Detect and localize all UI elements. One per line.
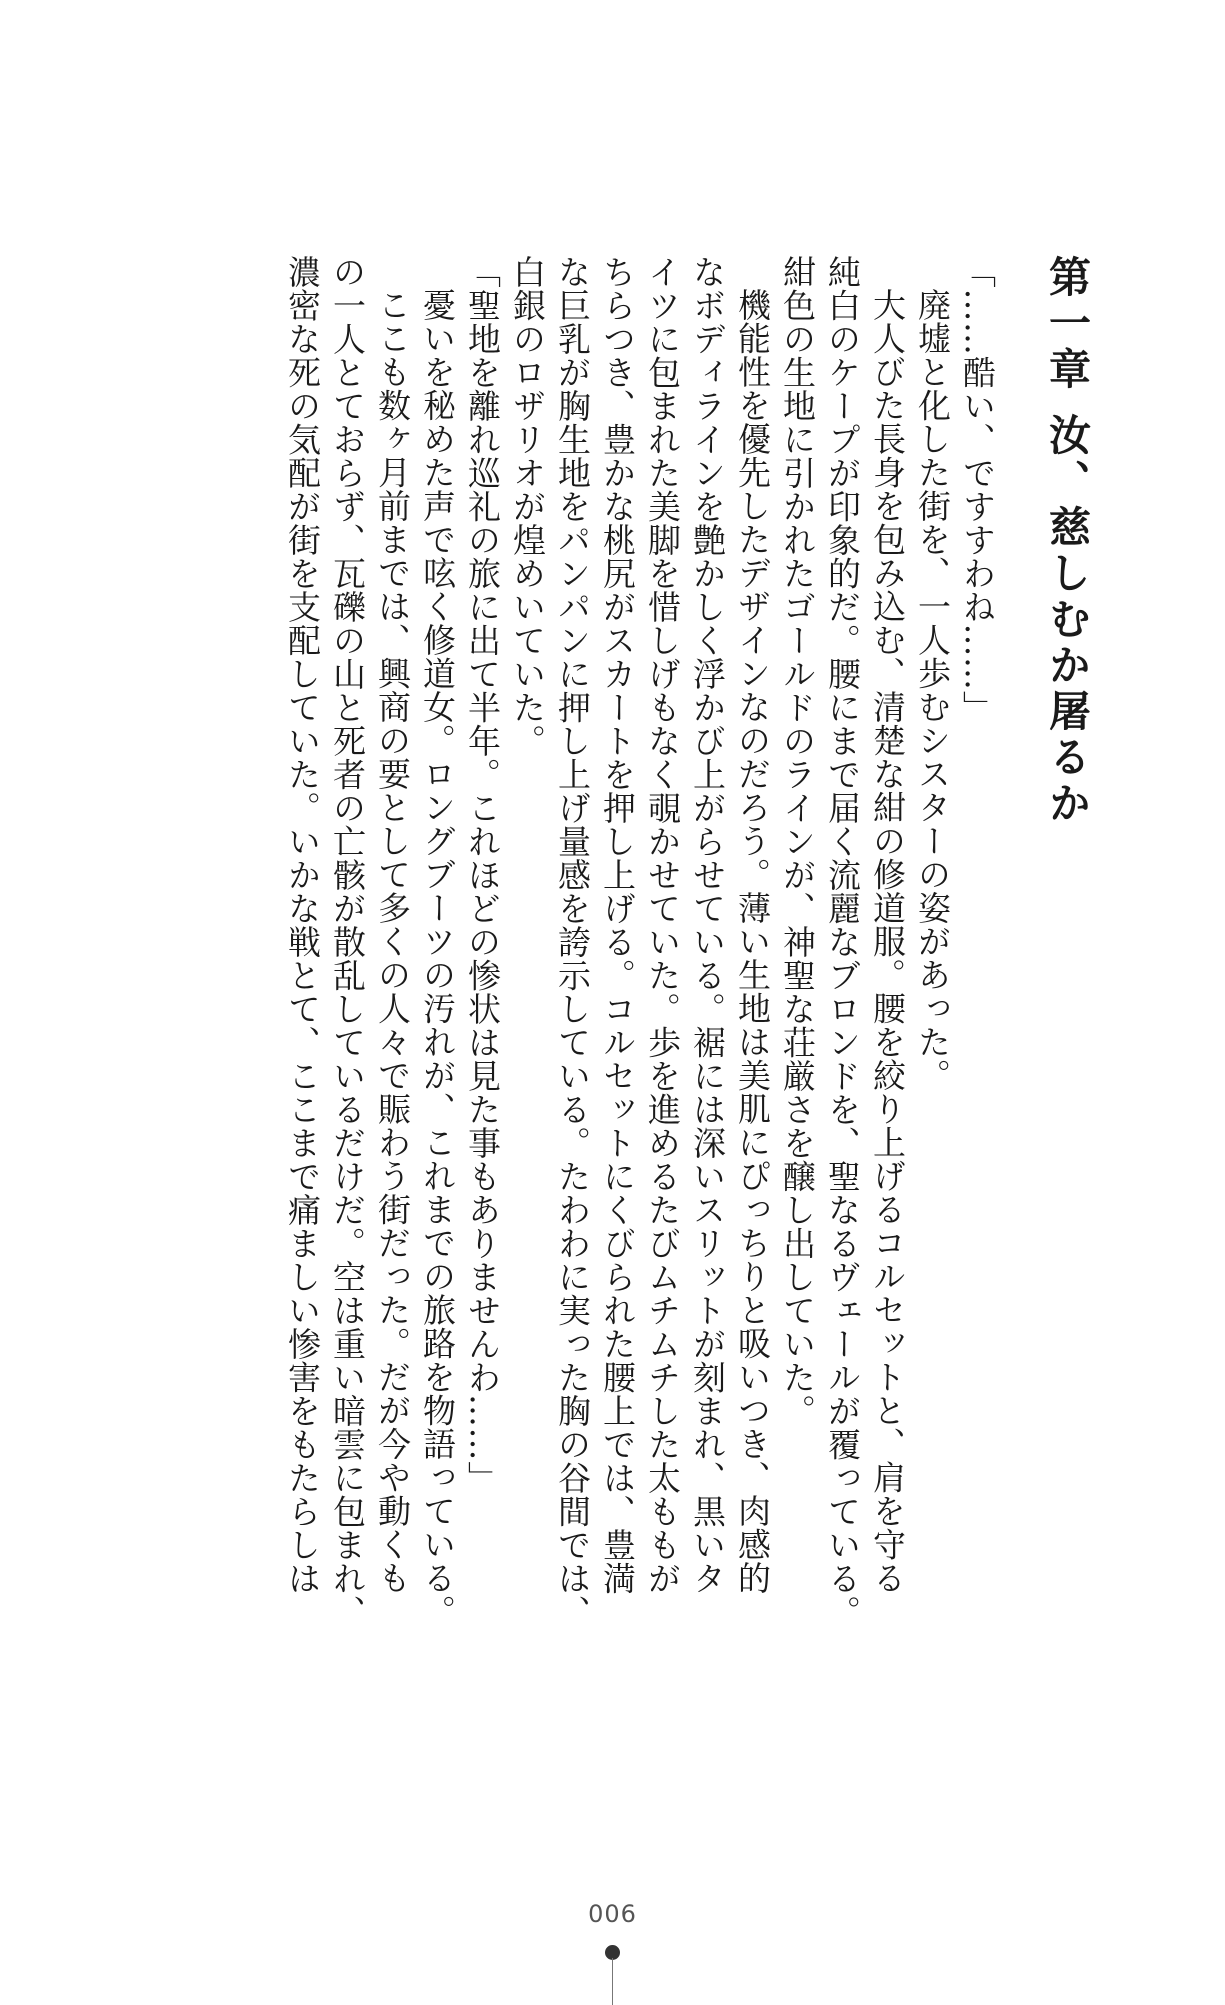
text-line: 憂いを秘めた声で呟く修道女。ロングブーツの汚れが、これまでの旅路を物語っている。	[418, 288, 457, 1628]
text-line: 「……酷い、ですすわね……」	[958, 255, 997, 724]
vertical-text-block	[280, 255, 1090, 1675]
text-line: イツに包まれた美脚を惜しげもなく覗かせていた。歩を進めるたびムチムチした太ももが	[643, 255, 682, 1595]
chapter-title: 汝、慈しむか屠るか	[1043, 413, 1092, 827]
chapter-number: 第一章	[1043, 255, 1092, 393]
text-line: な巨乳が胸生地をパンパンに押し上げ量感を誇示している。たわわに実った胸の谷間では、	[553, 255, 592, 1629]
chapter-heading	[1045, 255, 1090, 1675]
page-number: 006	[588, 1900, 637, 1928]
text-line: 純白のケープが印象的だ。腰にまで届く流麗なブロンドを、聖なるヴェールが覆っている。	[823, 255, 862, 1629]
text-line: 大人びた長身を包み込む、清楚な紺の修道服。腰を絞り上げるコルセットと、肩を守る	[868, 288, 907, 1595]
text-line: 紺色の生地に引かれたゴールドのラインが、神聖な荘厳さを醸し出していた。	[778, 255, 817, 1428]
text-line: 濃密な死の気配が街を支配していた。いかな戦とて、ここまで痛ましい惨害をもたらしは	[283, 255, 322, 1595]
text-line: の一人とておらず、瓦礫の山と死者の亡骸が散乱しているだけだ。空は重い暗雲に包まれ、	[328, 255, 367, 1629]
text-line: なボディラインを艶かしく浮かび上がらせている。裾には深いスリットが刻まれ、黒いタ	[688, 255, 727, 1595]
text-line: ここも数ヶ月前までは、興商の要として多くの人々で賑わう街だった。だが今や動くも	[373, 288, 412, 1595]
text-line: 廃墟と化した街を、一人歩むシスターの姿があった。	[913, 288, 952, 1092]
text-line: ちらつき、豊かな桃尻がスカートを押し上げる。コルセットにくびられた腰上では、豊満	[598, 255, 637, 1595]
page-marker-line	[612, 1958, 613, 2005]
text-line: 白銀のロザリオが煌めいていた。	[508, 255, 547, 758]
text-line: 「聖地を離れ巡礼の旅に出て半年。これほどの惨状は見た事もありませんわ……」	[463, 255, 502, 1495]
text-line: 機能性を優先したデザインなのだろう。薄い生地は美肌にぴっちりと吸いつき、肉感的	[733, 288, 772, 1595]
